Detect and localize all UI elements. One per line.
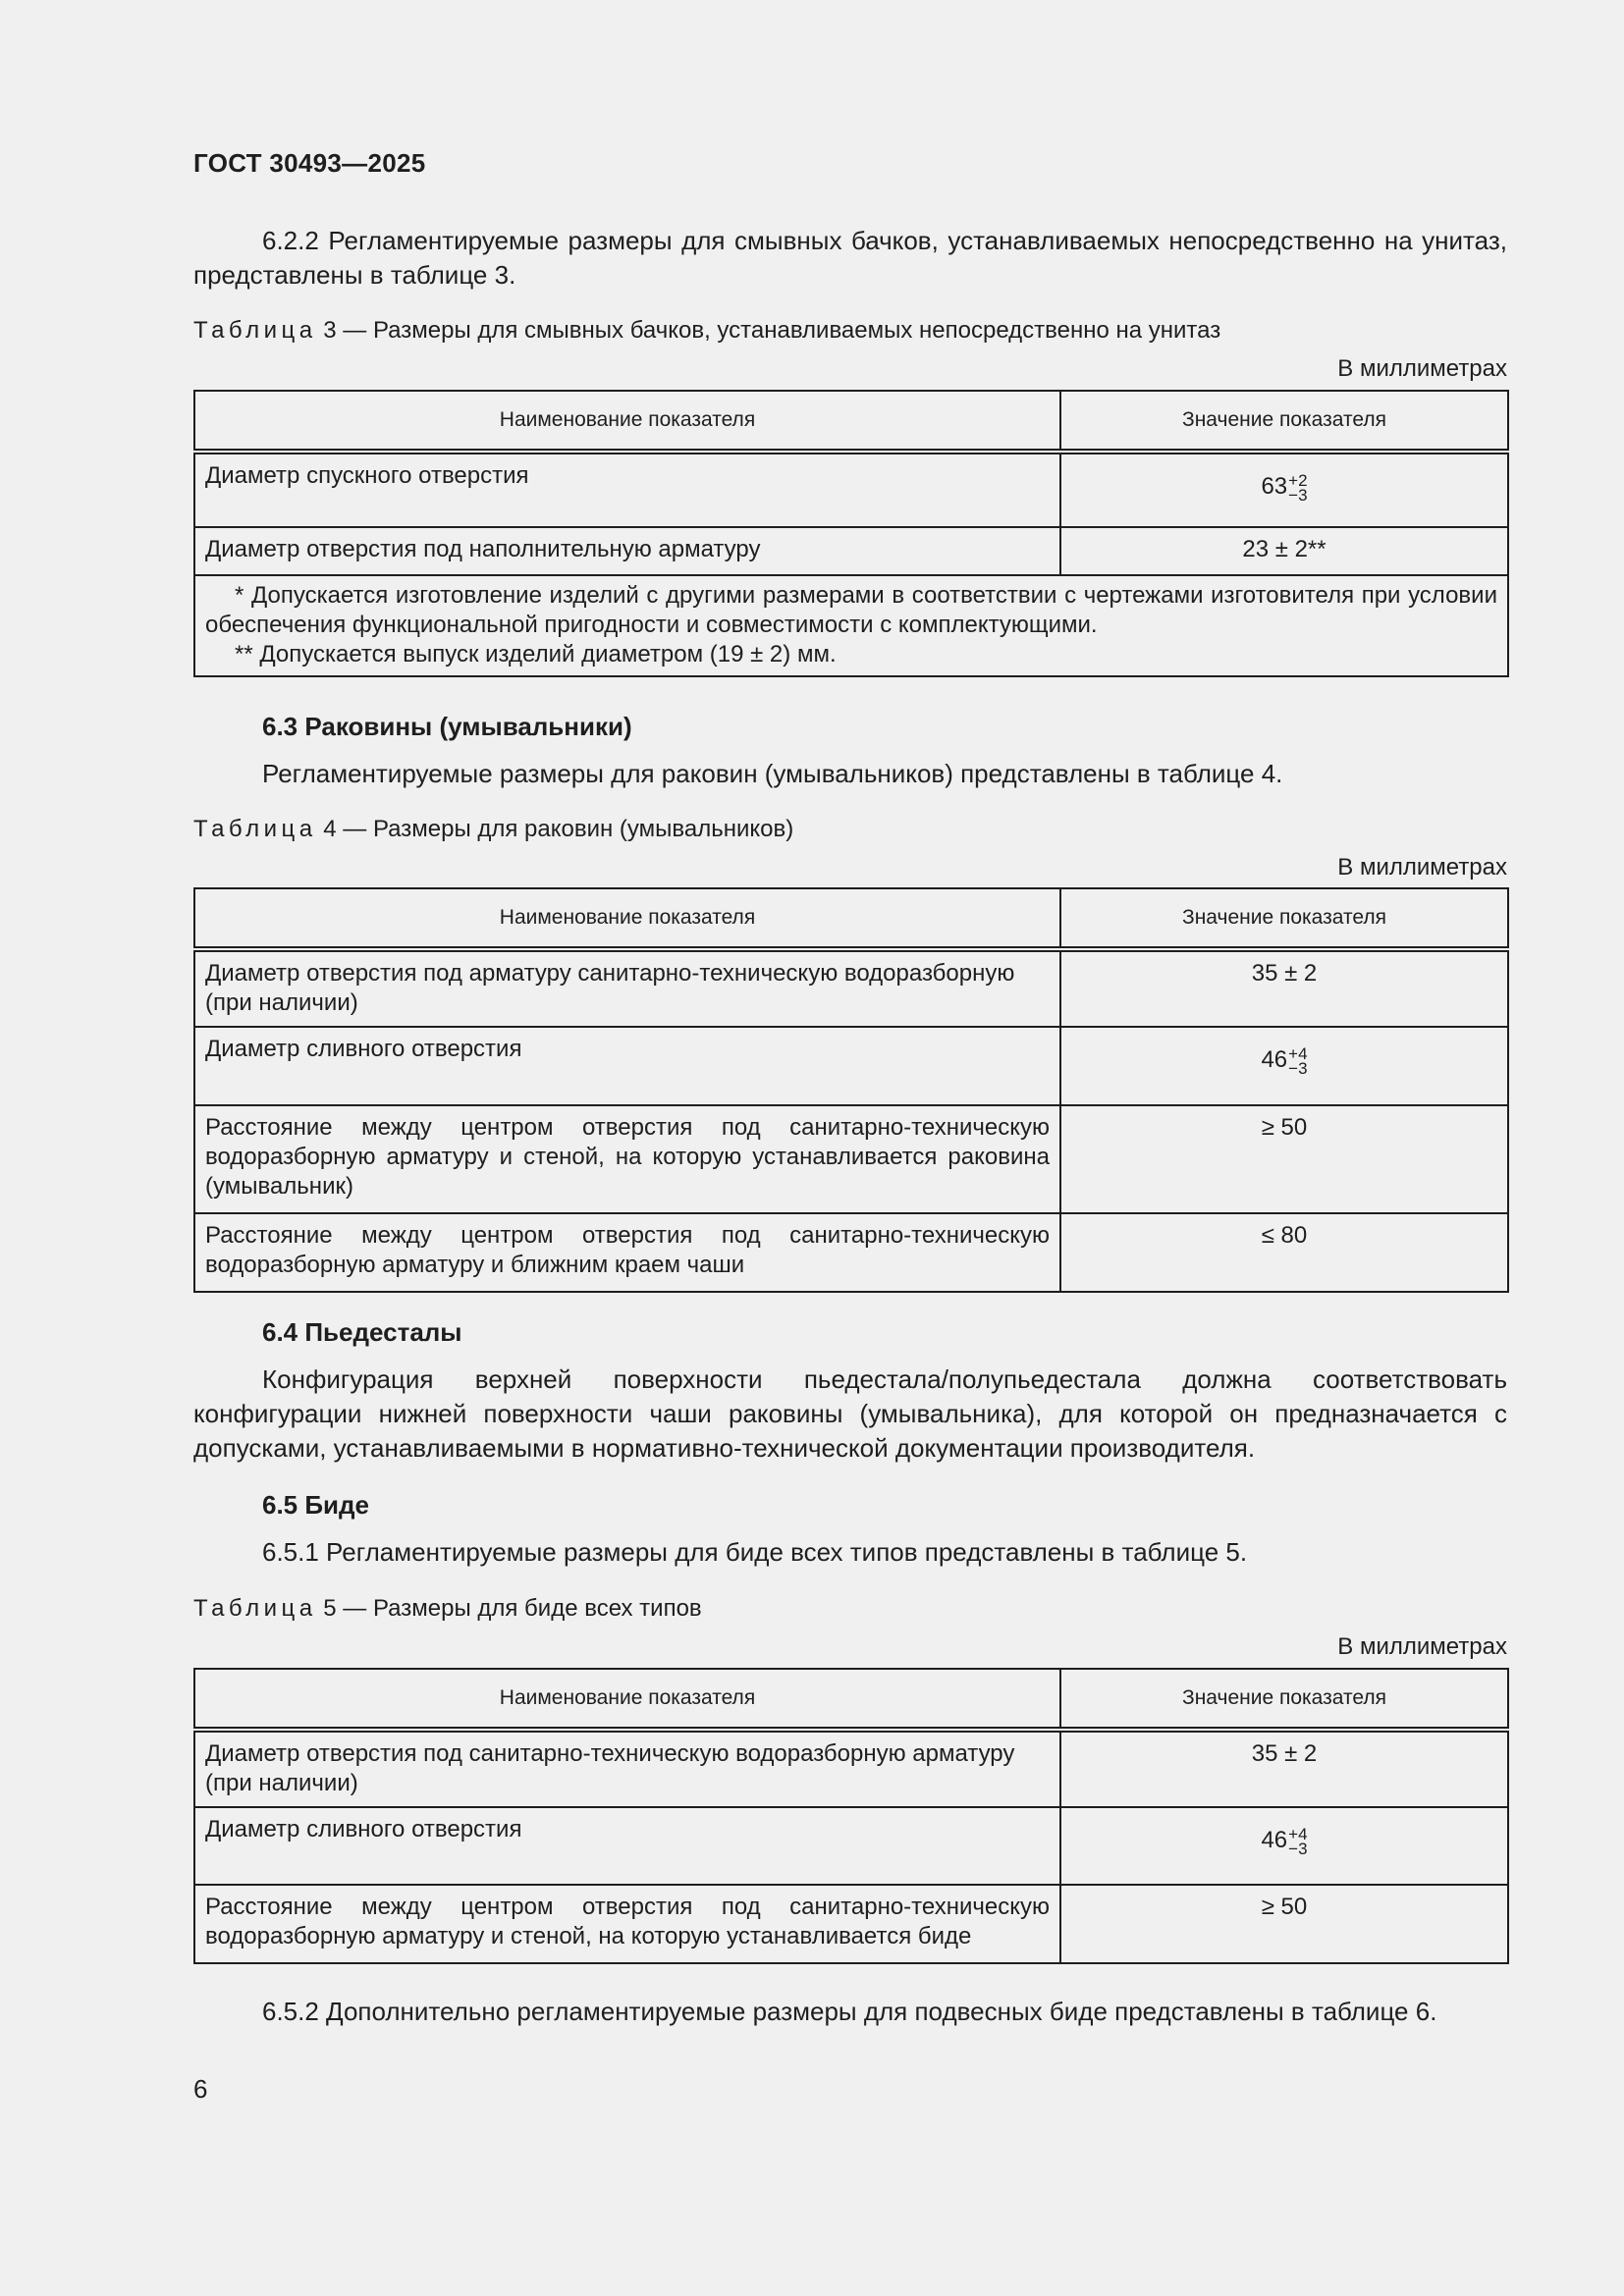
table3-row2-value: 23 ± 2** [1060, 527, 1508, 575]
section-6-3-heading: 6.3 Раковины (умывальники) [262, 712, 632, 741]
table4-row4-value: ≤ 80 [1060, 1213, 1508, 1292]
table4-row1-value: 35 ± 2 [1060, 949, 1508, 1027]
nominal-value: 46 [1261, 1046, 1288, 1073]
table4-row2-value [1060, 1027, 1508, 1105]
table-row [194, 1807, 1508, 1885]
table3-caption [193, 317, 1220, 345]
table3-row1-name: Диаметр спускного отверстия [194, 452, 1060, 527]
section-6-5-heading: 6.5 Биде [262, 1490, 370, 1520]
section-6-5-text: 6.5.1 Регламентируемые размеры для биде всех типов представлены в таблице 5. [262, 1537, 1248, 1567]
table-row [194, 949, 1508, 1027]
paragraph-6-2-2: 6.2.2 Регламентируемые размеры для смывных бачков, устанавливаемых непосредственно на унитаз, представлены в таблице 3. [193, 226, 1507, 290]
page-number: 6 [193, 2074, 208, 2104]
table3-notes [194, 575, 1508, 676]
section-6-3-text: Регламентируемые размеры для раковин (умывальников) представлены в таблице 4. [262, 759, 1283, 788]
tolerance-upper: +4 [1288, 1043, 1308, 1063]
table3-col1-header: Наименование показателя [194, 391, 1060, 452]
table3-row2-name: Диаметр отверстия под наполнительную арматуру [194, 527, 1060, 575]
paragraph-6-5-2: 6.5.2 Дополнительно регламентируемые размеры для подвесных биде представлены в таблице 6. [262, 1997, 1437, 2026]
table4-row1-name: Диаметр отверстия под арматуру санитарно-техническую водоразборную (при наличии) [194, 949, 1060, 1027]
table4-row4-name: Расстояние между центром отверстия под санитарно-техническую водоразборную арматуру и ближним краем чаши [194, 1213, 1060, 1292]
table-header-row [194, 391, 1508, 452]
table5-caption-word: Таблица [193, 1595, 317, 1622]
tolerance-lower: −3 [1288, 485, 1308, 505]
table3-caption-text: 3 — Размеры для смывных бачков, устанавливаемых непосредственно на унитаз [316, 317, 1221, 344]
table4-col1-header: Наименование показателя [194, 888, 1060, 949]
nominal-value: 46 [1261, 1827, 1288, 1853]
table3-notes-row [194, 575, 1508, 676]
table-row [194, 1105, 1508, 1213]
table5-row2-value [1060, 1807, 1508, 1885]
table4-row3-name: Расстояние между центром отверстия под санитарно-техническую водоразборную арматуру и стеной, на которую устанавливается раковина (умывальник) [194, 1105, 1060, 1213]
tolerance-upper: +4 [1288, 1824, 1308, 1843]
table4-caption-word: Таблица [193, 816, 317, 842]
table-header-row [194, 1669, 1508, 1730]
table3-row1-value [1060, 452, 1508, 527]
table3-note-2: ** Допускается выпуск изделий диаметром (19 ± 2) мм. [235, 641, 837, 667]
table5-caption [193, 1595, 702, 1623]
tolerance-lower: −3 [1288, 1058, 1308, 1078]
tolerance-upper: +2 [1288, 470, 1308, 490]
table4-units: В миллиметрах [1337, 854, 1507, 881]
section-6-4-text: Конфигурация верхней поверхности пьедестала/полупьедестала должна соответствовать конфигурации нижней поверхности чаши раковины (умывальника), для которой он предназначается с допусками, устанавливаемыми в нормативно-технической документации производителя. [193, 1364, 1507, 1463]
table5-col2-header: Значение показателя [1060, 1669, 1508, 1730]
table-row [194, 1885, 1508, 1963]
table5-col1-header: Наименование показателя [194, 1669, 1060, 1730]
tolerance-lower: −3 [1288, 1839, 1308, 1858]
tolerance [1288, 470, 1308, 505]
table5-row1-name: Диаметр отверстия под санитарно-техническую водоразборную арматуру (при наличии) [194, 1730, 1060, 1807]
table5-row2-name: Диаметр сливного отверстия [194, 1807, 1060, 1885]
table-row [194, 1027, 1508, 1105]
table3 [193, 390, 1509, 677]
section-6-4-heading: 6.4 Пьедесталы [262, 1317, 462, 1347]
table4-row2-name: Диаметр сливного отверстия [194, 1027, 1060, 1105]
table4-caption [193, 816, 793, 843]
table3-units: В миллиметрах [1337, 355, 1507, 382]
table4-caption-text: 4 — Размеры для раковин (умывальников) [316, 816, 794, 842]
table5-row1-value: 35 ± 2 [1060, 1730, 1508, 1807]
tolerance [1288, 1824, 1308, 1858]
table3-note-1: * Допускается изготовление изделий с другими размерами в соответствии с чертежами изготовителя при условии обеспечения функциональной пригодности и совместимости с комплектующими. [205, 582, 1497, 638]
nominal-value: 63 [1261, 473, 1288, 500]
table3-col2-header: Значение показателя [1060, 391, 1508, 452]
table5-row3-name: Расстояние между центром отверстия под санитарно-техническую водоразборную арматуру и стеной, на которую устанавливается биде [194, 1885, 1060, 1963]
table-row [194, 452, 1508, 527]
table3-caption-word: Таблица [193, 317, 317, 344]
table4 [193, 887, 1509, 1293]
table5-caption-text: 5 — Размеры для биде всех типов [316, 1595, 702, 1622]
table-row [194, 527, 1508, 575]
table4-col2-header: Значение показателя [1060, 888, 1508, 949]
table5 [193, 1668, 1509, 1964]
table5-row3-value: ≥ 50 [1060, 1885, 1508, 1963]
table-row [194, 1730, 1508, 1807]
table4-row3-value: ≥ 50 [1060, 1105, 1508, 1213]
document-header: ГОСТ 30493—2025 [193, 148, 426, 178]
table5-units: В миллиметрах [1337, 1633, 1507, 1660]
table-header-row [194, 888, 1508, 949]
tolerance [1288, 1043, 1308, 1078]
table-row [194, 1213, 1508, 1292]
